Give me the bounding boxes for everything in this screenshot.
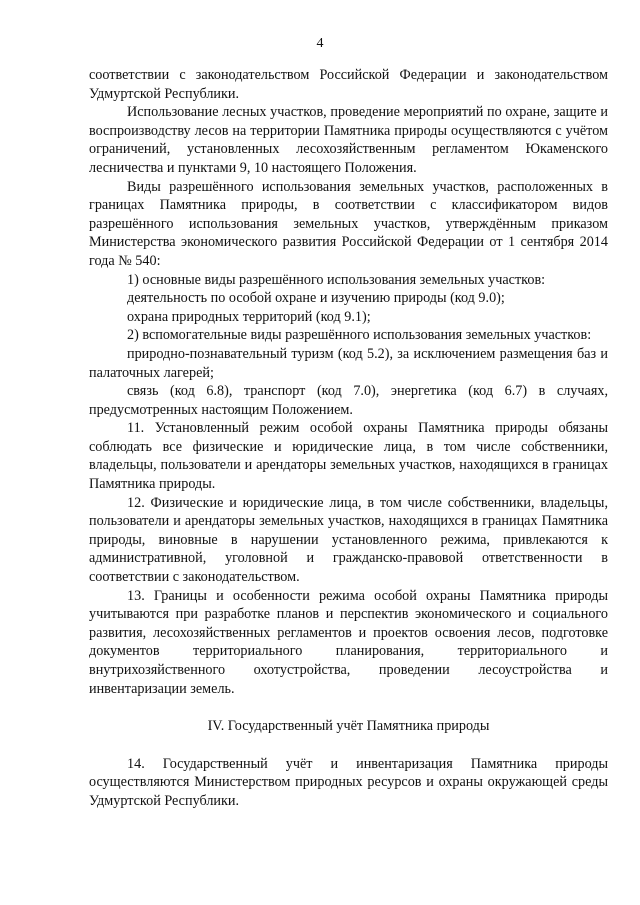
list-item-auxiliary-uses: 2) вспомогательные виды разрешённого использования земельных участков: (127, 327, 592, 344)
list-item-tourism: природно-познавательный туризм (код 5.2), за исключением размещения баз и палаточных лагерей; (89, 345, 608, 381)
page-number: 4 (316, 36, 324, 51)
clause-11: 11. Установленный режим особой охраны Памятника природы обязаны соблюдать все физические и юридические лица, в том числе собственники, владельцы, пользователи и арендаторы земельных участков, находящихся в границах Памятника природы. (89, 420, 608, 493)
clause-12: 12. Физические и юридические лица, в том числе собственники, владельцы, пользователи и арендаторы земельных участков, находящихся в границах Памятника природы, виновные в нарушении установленного режима, привлекаются к административной, уголовной и гражданско-правовой ответственности в соответствии с законодательством. (89, 494, 608, 586)
list-item-main-uses: 1) основные виды разрешённого использования земельных участков: (127, 271, 546, 288)
paragraph-forest-use: Использование лесных участков, проведение мероприятий по охране, защите и воспроизводству лесов на территории Памятника природы осуществляются с учётом ограничений, установленных лесохозяйственным регламентом Юкаменского лесничества и пунктами 9, 10 настоящего Положения. (89, 104, 608, 176)
clause-13: 13. Границы и особенности режима особой охраны Памятника природы учитываются при разработке планов и перспектив экономического и социального развития, лесохозяйственных регламентов и проектов освоения лесов, подготовке документов территориального планирования, территориального и внутрихозяйственного охотустройства, проведении лесоустройства и инвентаризации земель. (89, 587, 608, 697)
paragraph-land-use-types: Виды разрешённого использования земельных участков, расположенных в границах Памятника природы, в соответствии с классификатором видов разрешённого использования земельных участков, утверждённым приказом Министерства экономического развития Российской Федерации от 1 сентября 2014 года № 540: (89, 178, 608, 269)
section-heading: IV. Государственный учёт Памятника природы (207, 718, 490, 735)
clause-14: 14. Государственный учёт и инвентаризация Памятника природы осуществляются Министерством природных ресурсов и охраны окружающей среды Удмуртской Республики. (89, 755, 608, 809)
list-item-territory-protection: охрана природных территорий (код 9.1); (127, 308, 371, 325)
list-item-communications: связь (код 6.8), транспорт (код 7.0), энергетика (код 6.7) в случаях, предусмотренных настоящим Положением. (89, 383, 608, 418)
list-item-nature-protection: деятельность по особой охране и изучению природы (код 9.0); (127, 290, 505, 307)
paragraph-continuation: соответствии с законодательством Российской Федерации и законодательством Удмуртской Республики. (89, 67, 608, 102)
document-body (89, 66, 608, 811)
